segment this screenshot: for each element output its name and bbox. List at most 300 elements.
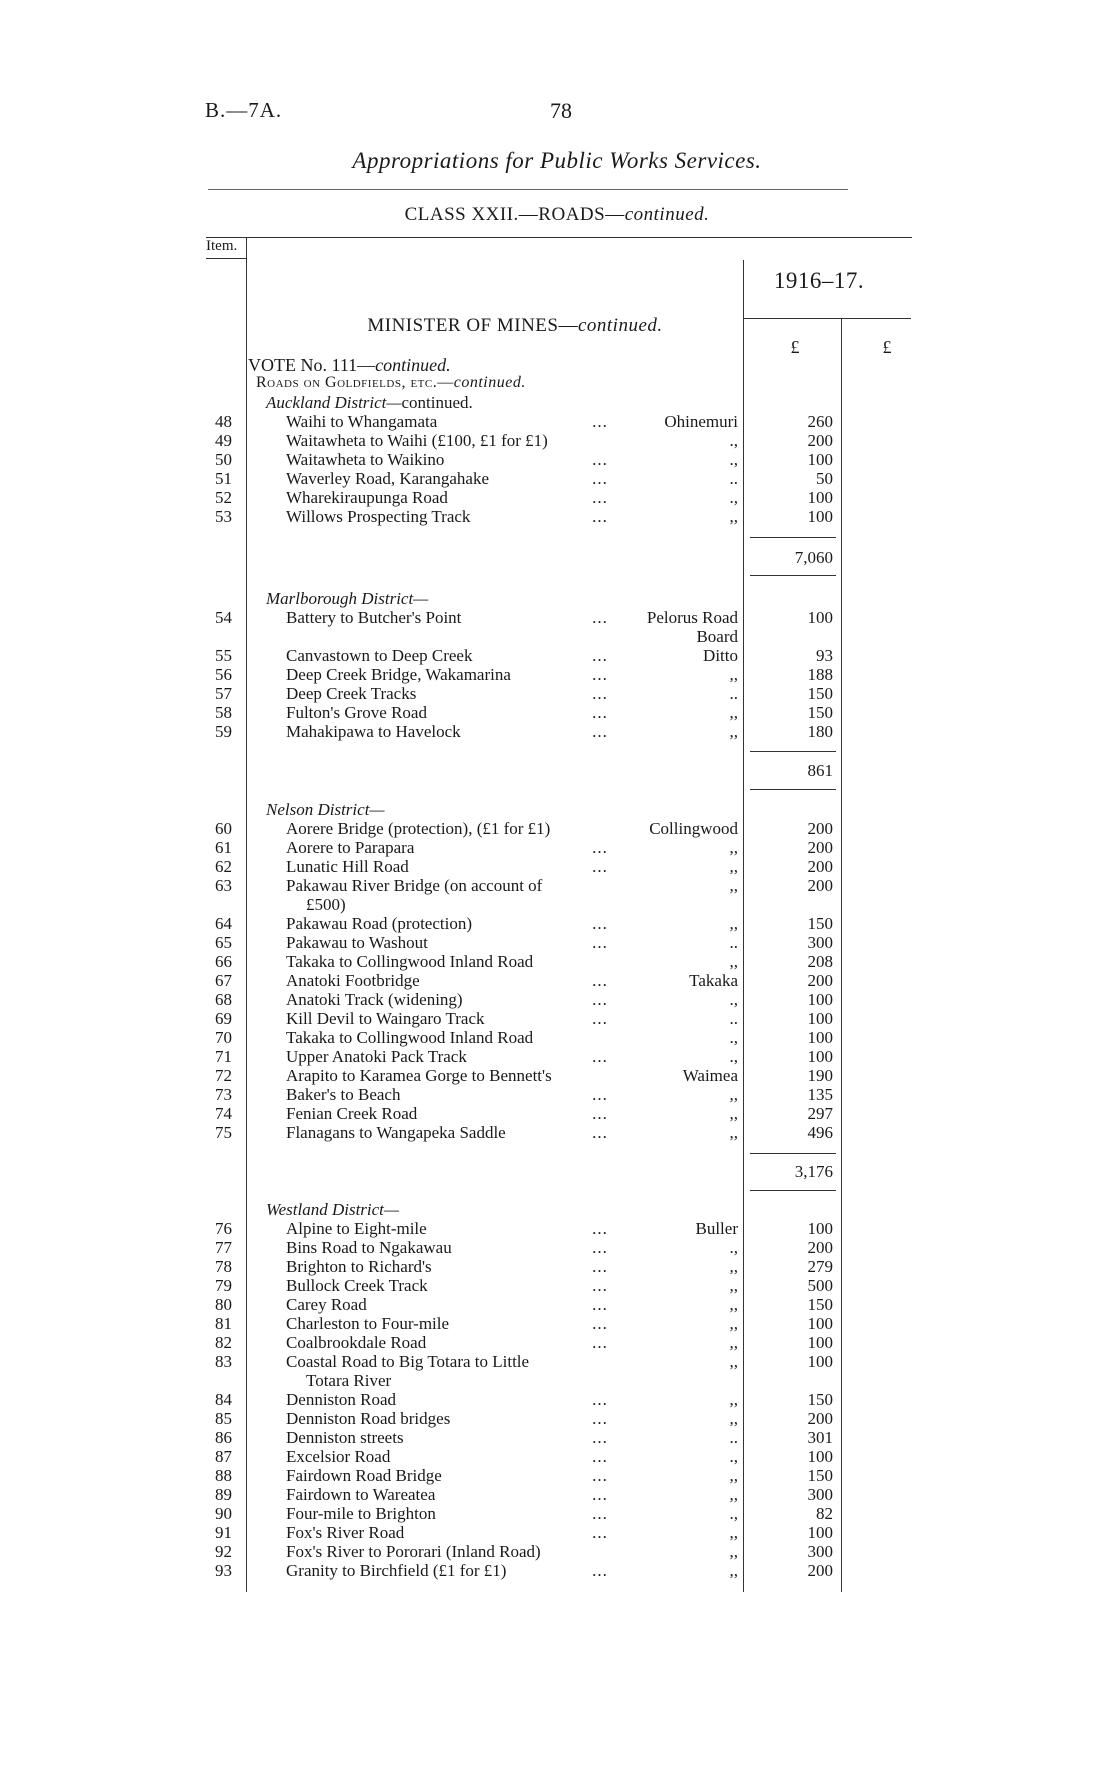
county: .,	[729, 1504, 738, 1523]
leader-dots: ...	[592, 722, 608, 741]
item-description: Denniston streets	[286, 1428, 404, 1447]
table-row	[0, 1295, 1114, 1314]
table-row	[0, 857, 1114, 876]
table-row	[0, 1066, 1114, 1085]
leader-dots: ...	[592, 1523, 608, 1542]
item-description: Excelsior Road	[286, 1447, 391, 1466]
item-number: 53	[215, 507, 232, 526]
county: ,,	[729, 1409, 738, 1428]
county: .,	[729, 1238, 738, 1257]
amount: 180	[807, 722, 833, 741]
item-number: 64	[215, 914, 232, 933]
item-description: Deep Creek Tracks	[286, 684, 417, 703]
county: ,,	[729, 1123, 738, 1142]
leader-dots: ...	[592, 1085, 608, 1104]
item-number: 58	[215, 703, 232, 722]
item-description: Aorere to Parapara	[286, 838, 415, 857]
county: ,,	[729, 914, 738, 933]
item-number: 83	[215, 1352, 232, 1371]
item-description: Carey Road	[286, 1295, 367, 1314]
item-description: Charleston to Four-mile	[286, 1314, 450, 1333]
table-row	[0, 1219, 1114, 1238]
leader-dots: ...	[592, 1428, 608, 1447]
amount: 100	[807, 1047, 833, 1066]
item-number: 93	[215, 1561, 232, 1580]
table-top-rule	[206, 237, 912, 238]
table-row	[0, 1466, 1114, 1485]
county: ,,	[729, 952, 738, 971]
item-number: 90	[215, 1504, 232, 1523]
item-description: Wharekiraupunga Road	[286, 488, 448, 507]
vote-heading	[248, 355, 451, 376]
leader-dots: ...	[592, 1257, 608, 1276]
county: ..	[729, 684, 738, 703]
county: ,,	[729, 1104, 738, 1123]
table-row	[0, 838, 1114, 857]
item-description: Bins Road to Ngakawau	[286, 1238, 452, 1257]
class-heading	[0, 204, 1114, 226]
leader-dots: ...	[592, 1504, 608, 1523]
item-number: 48	[215, 412, 232, 431]
leader-dots: ...	[592, 1409, 608, 1428]
amount: 100	[807, 1447, 833, 1466]
item-number: 85	[215, 1409, 232, 1428]
table-row	[0, 507, 1114, 526]
auckland-district-heading	[266, 393, 473, 413]
item-number: 71	[215, 1047, 232, 1066]
amount: 100	[807, 1028, 833, 1047]
amount: 100	[807, 488, 833, 507]
item-description: Waihi to Whangamata	[286, 412, 438, 431]
leader-dots: ...	[592, 990, 608, 1009]
item-description: Waverley Road, Karangahake	[286, 469, 490, 488]
item-description: Aorere Bridge (protection), (£1 for £1)	[286, 819, 551, 838]
county: .,	[729, 1047, 738, 1066]
item-description: Denniston Road bridges	[286, 1409, 451, 1428]
item-number: 75	[215, 1123, 232, 1142]
vote-cont: continued.	[375, 355, 451, 375]
amount: 300	[807, 933, 833, 952]
table-row	[0, 952, 1114, 971]
county: ,,	[729, 665, 738, 684]
amount: 150	[807, 1466, 833, 1485]
item-number: 89	[215, 1485, 232, 1504]
county: ,,	[729, 703, 738, 722]
county: .,	[729, 488, 738, 507]
item-description: Lunatic Hill Road	[286, 857, 409, 876]
item-description: Coalbrookdale Road	[286, 1333, 427, 1352]
table-row	[0, 684, 1114, 703]
item-number: 55	[215, 646, 232, 665]
leader-dots: ...	[592, 450, 608, 469]
county: .,	[729, 990, 738, 1009]
item-description: Waitawheta to Waihi (£100, £1 for £1)	[286, 431, 548, 450]
amount: 200	[807, 857, 833, 876]
leader-dots: ...	[592, 1561, 608, 1580]
table-row	[0, 608, 1114, 646]
item-number: 51	[215, 469, 232, 488]
county: ,,	[729, 1333, 738, 1352]
leader-dots: ...	[592, 1104, 608, 1123]
item-number: 80	[215, 1295, 232, 1314]
item-description: Pakawau to Washout	[286, 933, 428, 952]
amount: 100	[807, 1314, 833, 1333]
amount: 190	[807, 1066, 833, 1085]
pound-column-2: £	[882, 337, 892, 357]
item-description: Fox's River Road	[286, 1523, 405, 1542]
county: ,,	[729, 1085, 738, 1104]
item-column-header: Item.	[206, 238, 238, 254]
item-description: Deep Creek Bridge, Wakamarina	[286, 665, 511, 684]
table-row	[0, 1238, 1114, 1257]
amount: 200	[807, 1561, 833, 1580]
item-number: 68	[215, 990, 232, 1009]
marlborough-district-heading: Marlborough District—	[266, 589, 429, 608]
item-description: Coastal Road to Big Totara to Little	[286, 1352, 530, 1371]
item-number: 84	[215, 1390, 232, 1409]
amount: 260	[807, 412, 833, 431]
item-number: 59	[215, 722, 232, 741]
item-number: 63	[215, 876, 232, 895]
leader-dots: ...	[592, 971, 608, 990]
item-number: 79	[215, 1276, 232, 1295]
year-header: 1916–17.	[773, 268, 865, 293]
item-number: 77	[215, 1238, 232, 1257]
amount: 279	[807, 1257, 833, 1276]
table-row	[0, 1542, 1114, 1561]
county: .,	[729, 1447, 738, 1466]
item-number: 88	[215, 1466, 232, 1485]
amount: 200	[807, 971, 833, 990]
item-description: Takaka to Collingwood Inland Road	[286, 1028, 534, 1047]
leader-dots: ...	[592, 703, 608, 722]
county: ..	[729, 933, 738, 952]
leader-dots: ...	[592, 1009, 608, 1028]
county: Takaka	[689, 971, 738, 990]
county: ,,	[729, 1466, 738, 1485]
table-row	[0, 1047, 1114, 1066]
amount: 100	[807, 1352, 833, 1371]
table-row	[0, 1504, 1114, 1523]
marlborough-total: 861	[807, 761, 833, 780]
county: ,,	[729, 1276, 738, 1295]
county: ,,	[729, 1561, 738, 1580]
westland-district-heading: Westland District—	[266, 1200, 400, 1219]
item-description: Fox's River to Pororari (Inland Road)	[286, 1542, 541, 1561]
item-number: 86	[215, 1428, 232, 1447]
item-number: 91	[215, 1523, 232, 1542]
item-description: Upper Anatoki Pack Track	[286, 1047, 467, 1066]
county: Ditto	[703, 646, 738, 665]
leader-dots: ...	[592, 1333, 608, 1352]
marlborough-total-rule	[750, 751, 836, 752]
county: ,,	[729, 1314, 738, 1333]
item-description: Kill Devil to Waingaro Track	[286, 1009, 485, 1028]
item-description: Granity to Birchfield (£1 for £1)	[286, 1561, 507, 1580]
table-row	[0, 1009, 1114, 1028]
amount: 301	[807, 1428, 833, 1447]
county: .,	[729, 450, 738, 469]
table-row	[0, 646, 1114, 665]
table-row	[0, 1352, 1114, 1390]
item-description: Alpine to Eight-mile	[286, 1219, 427, 1238]
amount: 100	[807, 450, 833, 469]
leader-dots: ...	[592, 1238, 608, 1257]
pound-column-1: £	[790, 337, 800, 357]
amount: 200	[807, 838, 833, 857]
item-header-rule	[206, 258, 246, 259]
auckland-total-rule	[750, 537, 836, 538]
amount: 50	[816, 469, 833, 488]
item-description: Flanagans to Wangapeka Saddle	[286, 1123, 506, 1142]
table-row	[0, 450, 1114, 469]
county: ,,	[729, 1390, 738, 1409]
county: Pelorus Road	[646, 608, 738, 627]
county: ,,	[729, 1352, 738, 1371]
minister-heading	[250, 315, 780, 337]
county: ,,	[729, 722, 738, 741]
leader-dots: ...	[592, 838, 608, 857]
item-number: 67	[215, 971, 232, 990]
item-description: Fairdown Road Bridge	[286, 1466, 442, 1485]
amount: 150	[807, 1295, 833, 1314]
item-number: 78	[215, 1257, 232, 1276]
county: Collingwood	[649, 819, 738, 838]
item-description: Fenian Creek Road	[286, 1104, 418, 1123]
vote-text: VOTE No. 111—	[248, 355, 376, 375]
item-number: 72	[215, 1066, 232, 1085]
leader-dots: ...	[592, 1295, 608, 1314]
table-row	[0, 469, 1114, 488]
table-row	[0, 1028, 1114, 1047]
table-row	[0, 1314, 1114, 1333]
item-description: Waitawheta to Waikino	[286, 450, 445, 469]
amount: 93	[816, 646, 833, 665]
item-number: 92	[215, 1542, 232, 1561]
nelson-total-rule	[750, 1153, 836, 1154]
document-reference: B.—7A.	[205, 98, 283, 122]
table-row	[0, 1409, 1114, 1428]
auckland-district-name: Auckland District—	[266, 393, 402, 412]
table-row	[0, 876, 1114, 914]
item-description: Mahakipawa to Havelock	[286, 722, 461, 741]
amount: 135	[807, 1085, 833, 1104]
item-description: Takaka to Collingwood Inland Road	[286, 952, 534, 971]
leader-dots: ...	[592, 1276, 608, 1295]
table-row	[0, 1333, 1114, 1352]
leader-dots: ...	[592, 469, 608, 488]
page-number: 78	[550, 98, 572, 123]
minister-text: MINISTER OF MINES—	[367, 315, 578, 336]
item-number: 70	[215, 1028, 232, 1047]
amount: 188	[807, 665, 833, 684]
auckland-district-cont: continued.	[401, 393, 473, 412]
leader-dots: ...	[592, 1390, 608, 1409]
county: ,,	[729, 1523, 738, 1542]
amount: 200	[807, 819, 833, 838]
item-description: Arapito to Karamea Gorge to Bennett's	[286, 1066, 552, 1085]
item-number: 62	[215, 857, 232, 876]
amount: 100	[807, 608, 833, 627]
minister-cont: continued.	[577, 315, 663, 336]
item-number: 81	[215, 1314, 232, 1333]
table-row	[0, 1447, 1114, 1466]
amount: 82	[816, 1504, 833, 1523]
item-number: 50	[215, 450, 232, 469]
table-row	[0, 703, 1114, 722]
amount: 150	[807, 684, 833, 703]
amount: 200	[807, 876, 833, 895]
amount: 300	[807, 1485, 833, 1504]
item-description: Brighton to Richard's	[286, 1257, 432, 1276]
item-description: Pakawau River Bridge (on account of	[286, 876, 543, 895]
item-number: 52	[215, 488, 232, 507]
amount: 100	[807, 990, 833, 1009]
auckland-total: 7,060	[794, 548, 833, 567]
nelson-total: 3,176	[794, 1162, 833, 1181]
county: .,	[729, 1028, 738, 1047]
table-row	[0, 1561, 1114, 1580]
leader-dots: ...	[592, 1485, 608, 1504]
table-row	[0, 1257, 1114, 1276]
roads-text: Roads on Goldfields, etc.—	[256, 374, 454, 391]
amount: 100	[807, 1009, 833, 1028]
leader-dots: ...	[592, 1047, 608, 1066]
leader-dots: ...	[592, 857, 608, 876]
amount: 496	[807, 1123, 833, 1142]
item-description: Fulton's Grove Road	[286, 703, 427, 722]
amount: 200	[807, 1238, 833, 1257]
table-row	[0, 971, 1114, 990]
leader-dots: ...	[592, 933, 608, 952]
table-row	[0, 722, 1114, 741]
item-number: 69	[215, 1009, 232, 1028]
item-number: 54	[215, 608, 232, 627]
table-row	[0, 933, 1114, 952]
roads-cont: continued.	[453, 374, 526, 391]
county: .,	[729, 431, 738, 450]
table-row	[0, 1523, 1114, 1542]
item-number: 82	[215, 1333, 232, 1352]
amount: 100	[807, 1523, 833, 1542]
item-number: 57	[215, 684, 232, 703]
county: ,,	[729, 838, 738, 857]
item-description: Denniston Road	[286, 1390, 397, 1409]
item-number: 87	[215, 1447, 232, 1466]
leader-dots: ...	[592, 507, 608, 526]
item-description-continued: £500)	[306, 895, 346, 914]
item-description: Fairdown to Wareatea	[286, 1485, 436, 1504]
item-number: 74	[215, 1104, 232, 1123]
amount: 200	[807, 1409, 833, 1428]
item-number: 66	[215, 952, 232, 971]
auckland-total-underline	[750, 575, 836, 576]
table-row	[0, 1428, 1114, 1447]
leader-dots: ...	[592, 488, 608, 507]
table-row	[0, 1085, 1114, 1104]
page-title: Appropriations for Public Works Services.	[352, 148, 762, 173]
amount: 150	[807, 914, 833, 933]
amount: 300	[807, 1542, 833, 1561]
leader-dots: ...	[592, 684, 608, 703]
amount: 150	[807, 703, 833, 722]
county: ,,	[729, 1542, 738, 1561]
roads-heading	[256, 374, 526, 392]
county: ,,	[729, 507, 738, 526]
leader-dots: ...	[592, 1219, 608, 1238]
amount: 500	[807, 1276, 833, 1295]
item-description: Canvastown to Deep Creek	[286, 646, 473, 665]
amount: 100	[807, 507, 833, 526]
table-row	[0, 1390, 1114, 1409]
table-row	[0, 1123, 1114, 1142]
leader-dots: ...	[592, 646, 608, 665]
county: ,,	[729, 1257, 738, 1276]
table-row	[0, 412, 1114, 431]
county: ..	[729, 469, 738, 488]
class-heading-text: CLASS XXII.—ROADS—	[404, 204, 625, 225]
table-row	[0, 1485, 1114, 1504]
item-description: Baker's to Beach	[286, 1085, 401, 1104]
county: Buller	[695, 1219, 738, 1238]
item-number: 60	[215, 819, 232, 838]
item-number: 56	[215, 665, 232, 684]
amount: 100	[807, 1219, 833, 1238]
item-description: Pakawau Road (protection)	[286, 914, 472, 933]
amount: 208	[807, 952, 833, 971]
title-rule	[208, 189, 848, 190]
table-row	[0, 819, 1114, 838]
leader-dots: ...	[592, 1447, 608, 1466]
table-row	[0, 431, 1114, 450]
item-number: 61	[215, 838, 232, 857]
leader-dots: ...	[592, 412, 608, 431]
county: ..	[729, 1009, 738, 1028]
table-row	[0, 488, 1114, 507]
item-description: Battery to Butcher's Point	[286, 608, 462, 627]
amount: 150	[807, 1390, 833, 1409]
amount: 297	[807, 1104, 833, 1123]
amount: 200	[807, 431, 833, 450]
item-number: 76	[215, 1219, 232, 1238]
county: Ohinemuri	[664, 412, 738, 431]
table-row	[0, 990, 1114, 1009]
table-row	[0, 1104, 1114, 1123]
amount: 100	[807, 1333, 833, 1352]
item-number: 49	[215, 431, 232, 450]
item-description: Four-mile to Brighton	[286, 1504, 436, 1523]
table-row	[0, 665, 1114, 684]
marlborough-total-underline	[750, 789, 836, 790]
county: ..	[729, 1428, 738, 1447]
leader-dots: ...	[592, 665, 608, 684]
leader-dots: ...	[592, 1466, 608, 1485]
leader-dots: ...	[592, 1123, 608, 1142]
item-description: Anatoki Track (widening)	[286, 990, 463, 1009]
item-number: 73	[215, 1085, 232, 1104]
leader-dots: ...	[592, 608, 608, 627]
table-row	[0, 914, 1114, 933]
leader-dots: ...	[592, 1314, 608, 1333]
county: ,,	[729, 876, 738, 895]
table-row	[0, 1276, 1114, 1295]
item-description-continued: Totara River	[306, 1371, 392, 1390]
nelson-district-heading: Nelson District—	[266, 800, 385, 819]
item-description: Willows Prospecting Track	[286, 507, 471, 526]
nelson-total-underline	[750, 1190, 836, 1191]
county: ,,	[729, 1485, 738, 1504]
county: Waimea	[682, 1066, 738, 1085]
